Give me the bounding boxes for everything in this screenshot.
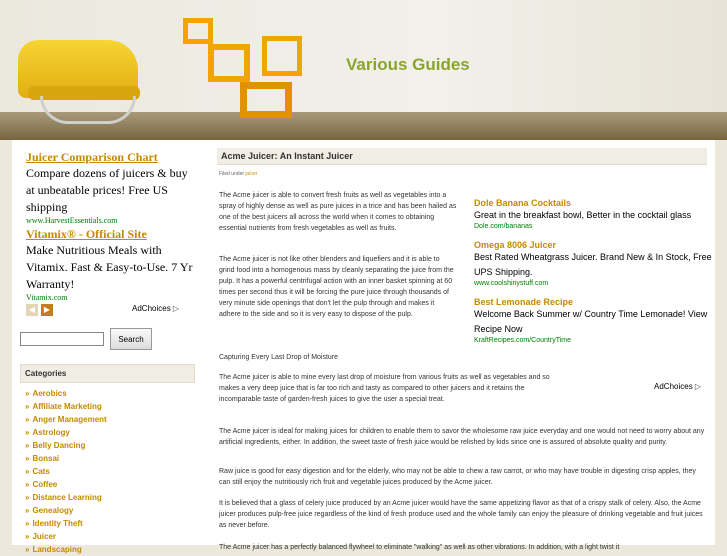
adchoices-icon: ▷	[694, 382, 702, 391]
article-paragraph: Raw juice is good for easy digestion and for the elderly, who may not be able to chew a raw carrot, or who may have trouble in digesting crisp apples, they can still enjoy the nutritiously rich fruit and vegetable juices produced by the Acme juicer.	[219, 468, 696, 486]
category-item[interactable]	[20, 478, 195, 491]
adchoices-right[interactable]	[654, 382, 701, 391]
decor-cube	[262, 36, 302, 76]
left-ad-url[interactable]: Vitamix.com	[26, 293, 68, 302]
category-item[interactable]	[20, 543, 195, 556]
sidebar	[20, 146, 195, 554]
right-ad-block	[474, 198, 714, 391]
page-body	[12, 140, 715, 554]
search-form	[20, 328, 152, 350]
left-ad-url[interactable]: www.HarvestEssentials.com	[26, 216, 118, 225]
chevron-right-icon[interactable]: ▶	[41, 304, 53, 316]
category-label[interactable]: Astrology	[32, 428, 70, 437]
category-item[interactable]	[20, 530, 195, 543]
chair-legs	[40, 96, 136, 124]
categories-list	[20, 387, 195, 556]
category-item[interactable]	[20, 517, 195, 530]
category-label[interactable]: Affiliate Marketing	[32, 402, 102, 411]
article-paragraph: The Acme juicer is able to mine every last drop of moisture from various fruits as well as vegetables and so makes a very deep juice that is far too rich and tasty as compared to other juicers and it retains the incomparable taste of garden-fresh juices to give the user a special treat.	[219, 374, 550, 403]
category-label[interactable]: Identity Theft	[32, 519, 83, 528]
left-ad-body: Make Nutritious Meals with Vitamix. Fast & Easy-to-Use. 7 Yr Warranty!	[26, 243, 193, 291]
double-chevron-icon: »	[25, 532, 30, 541]
category-item[interactable]	[20, 387, 195, 400]
category-label[interactable]: Coffee	[32, 480, 58, 489]
filed-under	[219, 171, 707, 177]
double-chevron-icon: »	[25, 389, 30, 398]
category-item[interactable]	[20, 465, 195, 478]
category-label[interactable]: Juicer	[32, 532, 57, 541]
adchoices-label: AdChoices	[654, 382, 693, 391]
left-ad-title[interactable]: Juicer Comparison Chart	[26, 150, 158, 164]
double-chevron-icon: »	[25, 454, 30, 463]
site-header	[0, 0, 727, 140]
filed-label: Filed under	[219, 171, 245, 177]
decor-cube	[208, 44, 250, 82]
decor-cube	[240, 82, 292, 118]
chevron-left-icon[interactable]: ◀	[26, 304, 38, 316]
double-chevron-icon: »	[25, 415, 30, 424]
left-ad-body: Compare dozens of juicers & buy at unbeatable prices! Free US shipping	[26, 166, 188, 214]
filed-category-link[interactable]: juicer	[245, 171, 258, 177]
right-ad-body: Best Rated Wheatgrass Juicer. Brand New & In Stock, Free UPS Shipping.	[474, 252, 712, 277]
double-chevron-icon: »	[25, 441, 30, 450]
double-chevron-icon: »	[25, 506, 30, 515]
search-button[interactable]: Search	[110, 328, 152, 350]
double-chevron-icon: »	[25, 519, 30, 528]
category-item[interactable]	[20, 491, 195, 504]
category-label[interactable]: Genealogy	[32, 506, 74, 515]
article-title[interactable]: Acme Juicer: An Instant Juicer	[217, 148, 707, 165]
right-ad-url[interactable]: www.coolshinystuff.com	[474, 280, 549, 287]
article-paragraph: It is believed that a glass of celery juice produced by an Acme juicer would have the same appetizing flavor as that of a crispy stalk of celery. Also, the Acme juicer produces pulp-free juice regardless of the kind of fresh produce used and the whole family can enjoy the pleasure of drinking vegetable and fruit juices as never before.	[219, 500, 703, 529]
article-paragraph: The Acme juicer is ideal for making juices for children to enable them to savor the wholesome raw juice everyday and one would not need to worry about any artificial ingredients, either. In addition, the sweet taste of fresh juice would be relished by kids since one is assured of absolute quality and purity.	[219, 428, 705, 446]
double-chevron-icon: »	[25, 545, 30, 554]
category-item[interactable]	[20, 439, 195, 452]
category-item[interactable]	[20, 413, 195, 426]
category-item[interactable]	[20, 504, 195, 517]
category-label[interactable]: Cats	[32, 467, 50, 476]
category-label[interactable]: Anger Management	[32, 415, 107, 424]
article-subheading: Capturing Every Last Drop of Moisture	[219, 354, 339, 361]
double-chevron-icon: »	[25, 493, 30, 502]
adchoices-icon: ▷	[172, 304, 180, 313]
left-ad-block	[20, 146, 195, 316]
category-label[interactable]: Distance Learning	[32, 493, 102, 502]
category-item[interactable]	[20, 400, 195, 413]
categories-widget	[20, 364, 195, 556]
site-title[interactable]: Various Guides	[346, 55, 470, 74]
adchoices-left[interactable]	[132, 304, 179, 313]
right-ad	[474, 240, 714, 287]
categories-heading: Categories	[20, 364, 195, 383]
double-chevron-icon: »	[25, 428, 30, 437]
right-ad	[474, 198, 714, 230]
category-label[interactable]: Belly Dancing	[32, 441, 86, 450]
category-item[interactable]	[20, 426, 195, 439]
right-ad-body: Welcome Back Summer w/ Country Time Lemonade! View Recipe Now	[474, 309, 708, 334]
category-item[interactable]	[20, 452, 195, 465]
double-chevron-icon: »	[25, 402, 30, 411]
right-ad-url[interactable]: KraftRecipes.com/CountryTime	[474, 337, 571, 344]
double-chevron-icon: »	[25, 480, 30, 489]
category-label[interactable]: Landscaping	[32, 545, 82, 554]
search-input[interactable]	[20, 332, 104, 346]
right-ad-url[interactable]: Dole.com/bananas	[474, 223, 533, 230]
article-paragraph: The Acme juicer has a perfectly balanced flywheel to eliminate "walking" as well as other vibrations. In addition, with a light twist it	[219, 544, 620, 551]
category-label[interactable]: Aerobics	[32, 389, 67, 398]
right-ad-title[interactable]: Dole Banana Cocktails	[474, 198, 572, 208]
category-label[interactable]: Bonsai	[32, 454, 60, 463]
article-paragraph: The Acme juicer is able to convert fresh fruits as well as vegetables into a spray of highly dense as well as pure juices in a trice and has been hailed as one of the best juicers all across the world when it comes to obtaining essential nutrients from fresh vegetables as well as fruits.	[219, 192, 457, 232]
right-ad	[474, 297, 714, 344]
adchoices-label: AdChoices	[132, 304, 171, 313]
left-ad-title[interactable]: Vitamix® - Official Site	[26, 227, 147, 241]
right-ad-title[interactable]: Omega 8006 Juicer	[474, 240, 557, 250]
right-ad-title[interactable]: Best Lemonade Recipe	[474, 297, 574, 307]
right-ad-body: Great in the breakfast bowl, Better in the cocktail glass	[474, 210, 692, 220]
double-chevron-icon: »	[25, 467, 30, 476]
decor-cube	[183, 18, 213, 44]
article-paragraph: The Acme juicer is not like other blenders and liquefiers and it is able to grind food into a homogenous mass by cleanly separating the juice from the pulp. It has a powerful centrifugal action with an inner basket spinning at 60 times per second thus it will be forcing the pure juice through thousands of very minute side openings that don't let the pulp through and makes it adhere to the side and so it is very easy to dispose of the pulp.	[219, 256, 454, 318]
